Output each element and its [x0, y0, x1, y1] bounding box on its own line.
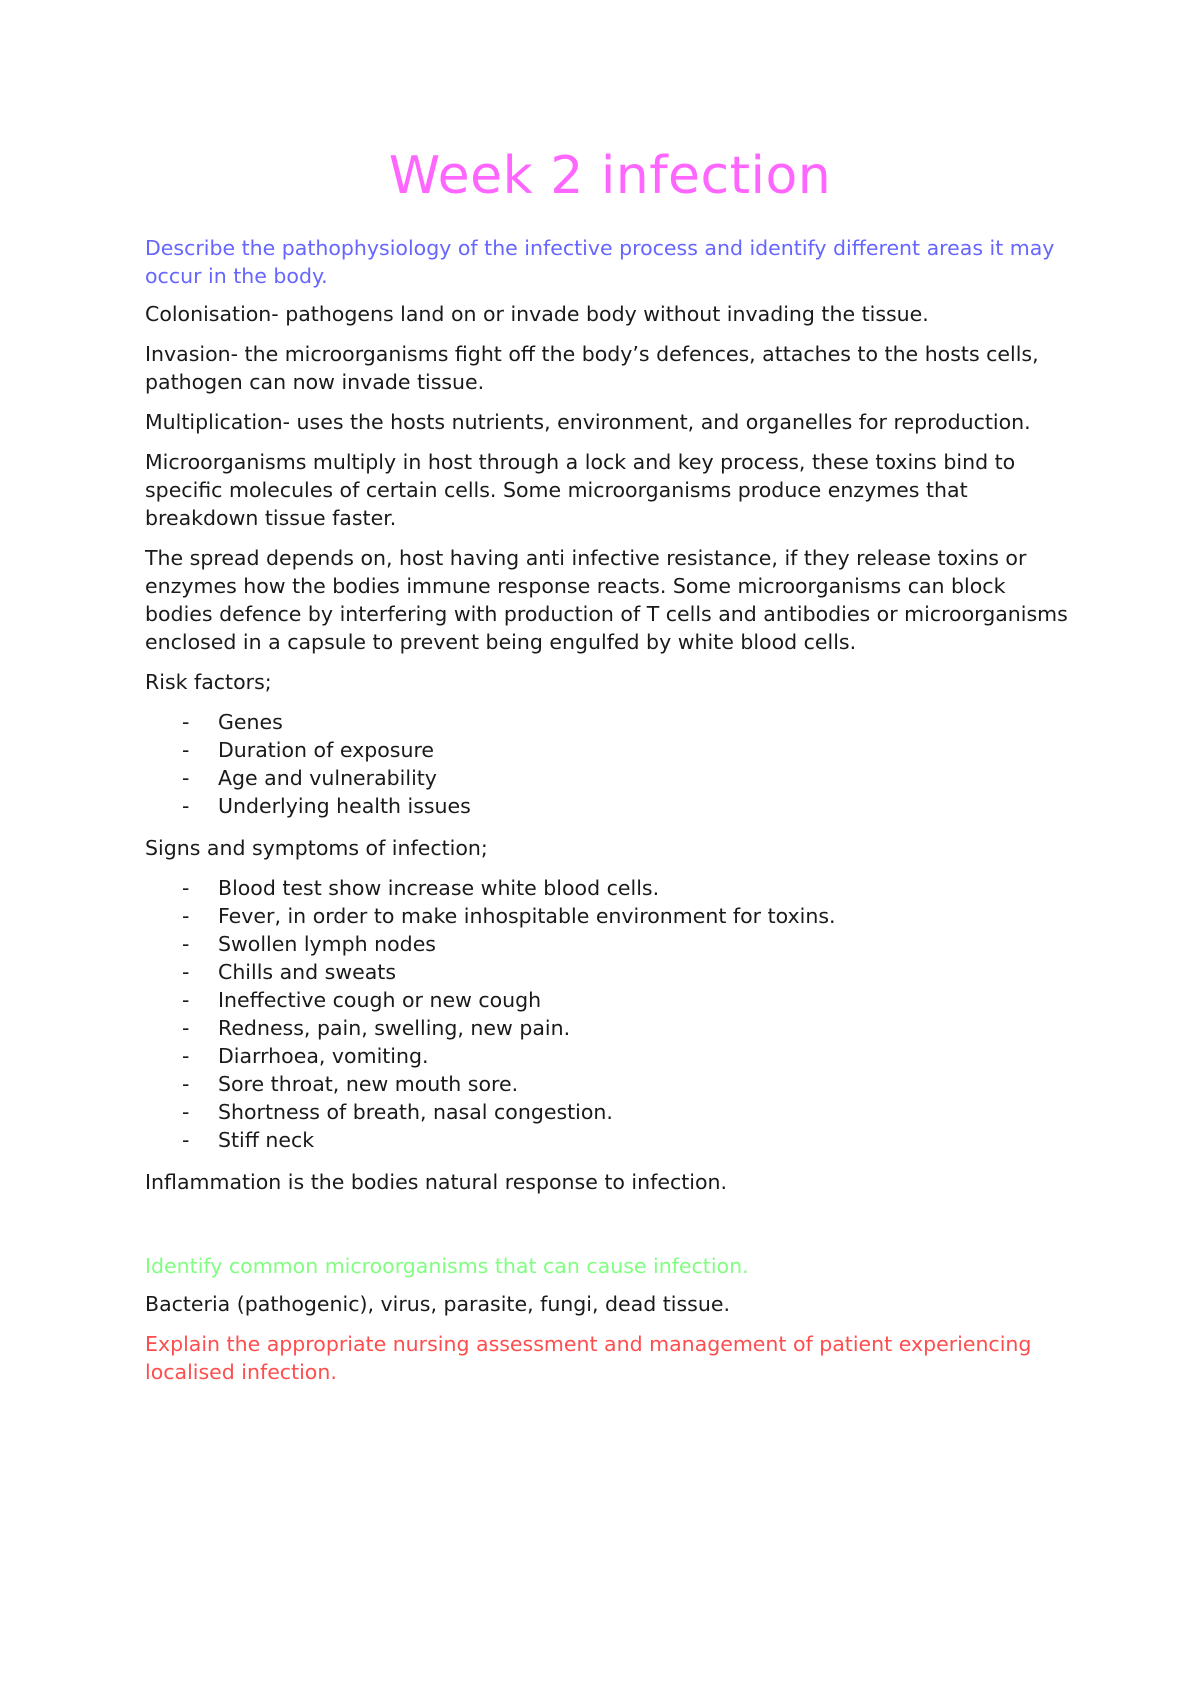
list-item — [145, 958, 1075, 986]
paragraph-multiplication: Multiplication- uses the hosts nutrients, environment, and organelles for reproduction. — [145, 410, 1031, 434]
blank-line — [145, 1208, 1075, 1252]
dash-bullet: - — [182, 766, 190, 790]
dash-bullet: - — [182, 794, 190, 818]
dash-bullet: - — [182, 738, 190, 762]
dash-bullet: - — [182, 904, 190, 928]
list-item-text: Blood test show increase white blood cells. — [218, 876, 660, 900]
list-item-text: Underlying health issues — [218, 794, 471, 818]
page-title: Week 2 infection — [388, 146, 832, 206]
list-item — [145, 986, 1075, 1014]
list-item — [145, 1126, 1075, 1154]
list-item-text: Genes — [218, 710, 283, 734]
list-item — [145, 708, 1075, 736]
list-item-text: Fever, in order to make inhospitable environment for toxins. — [218, 904, 836, 928]
dash-bullet: - — [182, 1072, 190, 1096]
list-item — [145, 1014, 1075, 1042]
list-item-text: Duration of exposure — [218, 738, 435, 762]
list-item-text: Shortness of breath, nasal congestion. — [218, 1100, 613, 1124]
risk-factors-label: Risk factors; — [145, 670, 272, 694]
list-item-text: Age and vulnerability — [218, 766, 437, 790]
dash-bullet: - — [182, 1128, 190, 1152]
risk-factors-list — [145, 708, 1075, 820]
list-item — [145, 902, 1075, 930]
dash-bullet: - — [182, 932, 190, 956]
signs-symptoms-label: Signs and symptoms of infection; — [145, 836, 488, 860]
list-item — [145, 1098, 1075, 1126]
list-item — [145, 874, 1075, 902]
paragraph-colonisation: Colonisation- pathogens land on or invade body without invading the tissue. — [145, 302, 929, 326]
dash-bullet: - — [182, 988, 190, 1012]
list-item — [145, 1070, 1075, 1098]
list-item — [145, 930, 1075, 958]
paragraph-spread: The spread depends on, host having anti infective resistance, if they release toxins or enzymes how the bodies immune response reacts. Some microorganisms can block bodies defence by interfering with production of T cells and antibodies or microorganisms enclosed in a capsule to prevent being engulfed by white blood cells. — [145, 546, 1068, 654]
signs-symptoms-list — [145, 874, 1075, 1154]
list-item-text: Sore throat, new mouth sore. — [218, 1072, 519, 1096]
list-item-text: Redness, pain, swelling, new pain. — [218, 1016, 571, 1040]
paragraph-inflammation: Inflammation is the bodies natural response to infection. — [145, 1170, 728, 1194]
list-item — [145, 736, 1075, 764]
paragraph-invasion: Invasion- the microorganisms fight off the body’s defences, attaches to the hosts cells, pathogen can now invade tissue. — [145, 342, 1039, 394]
list-item — [145, 792, 1075, 820]
dash-bullet: - — [182, 876, 190, 900]
dash-bullet: - — [182, 1100, 190, 1124]
list-item — [145, 764, 1075, 792]
list-item-text: Chills and sweats — [218, 960, 397, 984]
list-item-text: Ineffective cough or new cough — [218, 988, 542, 1012]
dash-bullet: - — [182, 1016, 190, 1040]
paragraph-microorganism-types: Bacteria (pathogenic), virus, parasite, fungi, dead tissue. — [145, 1292, 730, 1316]
section-heading-nursing-assessment: Explain the appropriate nursing assessment and management of patient experiencing localised infection. — [145, 1332, 1032, 1384]
dash-bullet: - — [182, 960, 190, 984]
dash-bullet: - — [182, 710, 190, 734]
dash-bullet: - — [182, 1044, 190, 1068]
section-heading-pathophysiology: Describe the pathophysiology of the infective process and identify different areas it may occur in the body. — [145, 236, 1055, 288]
section-heading-microorganisms: Identify common microorganisms that can cause infection. — [145, 1254, 749, 1278]
list-item — [145, 1042, 1075, 1070]
list-item-text: Swollen lymph nodes — [218, 932, 436, 956]
list-item-text: Stiff neck — [218, 1128, 315, 1152]
document-page — [145, 140, 1075, 1396]
paragraph-lock-and-key: Microorganisms multiply in host through a lock and key process, these toxins bind to specific molecules of certain cells. Some microorganisms produce enzymes that breakdown tissue faster. — [145, 450, 1016, 530]
list-item-text: Diarrhoea, vomiting. — [218, 1044, 429, 1068]
